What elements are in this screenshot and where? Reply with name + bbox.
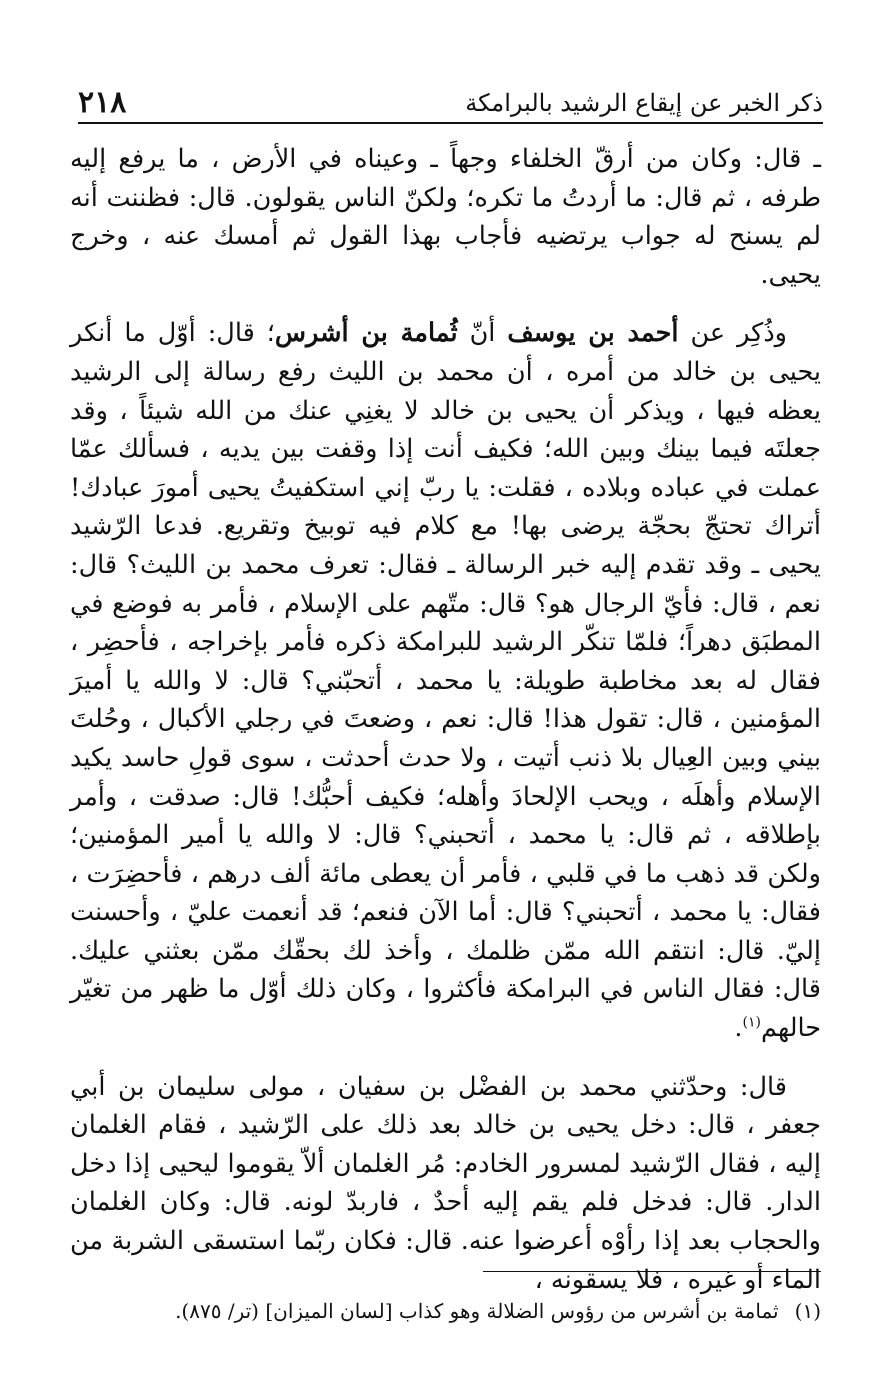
footnote-reference[interactable]: (١) <box>742 1014 761 1031</box>
paragraph-tail: . <box>734 1013 743 1044</box>
footnote <box>70 1296 821 1326</box>
bold-name-thumama: ثُمامة بن أشرس <box>274 318 458 349</box>
paragraph-text: ـ قال: وكان من أرقّ الخلفاء وجهاً ـ وعيناه في الأرض ، ما يرفع إليه طرفه ، ثم قال: ما أردتُ ما تكره؛ ولكنّ الناس يقولون. قال: فظننت أنه لم يسنح له جواب يرتضيه فأجاب بهذا القول ثم أمسك عنه ، وخرج يحيى. <box>70 144 821 290</box>
bold-name-ahmad: أحمد بن يوسف <box>507 318 679 349</box>
page-body <box>70 140 821 1299</box>
paragraph-text: ؛ قال: أوّل ما أنكر يحيى بن خالد من أمره ، أن محمد بن الليث رفع رسالة إلى الرشيد يعظه فيها ، ويذكر أن يحيى بن خالد لا يغنِي عنك من الله شيئاً ، وقد جعلتَه فيما بينك وبين الله؛ فكيف أنت إذا وقفت بين يديه ، فسألك عمّا عملت في عباده وبلاده ، فقلت: يا ربّ إني استكفيتُ يحيى أمورَ عبادك! أتراك تحتجّ بحجّة يرضى بها! مع كلام فيه توبيخ وتقريع. فدعا الرّشيد يحيى ـ وقد تقدم إليه خبر الرسالة ـ فقال: تعرف محمد بن الليث؟ قال: نعم ، قال: فأيّ الرجال هو؟ قال: متّهم على الإسلام ، فأمر به فوضع في المطبَق دهراً؛ فلمّا تنكّر الرشيد للبرامكة ذكره فأمر بإخراجه ، فأحضِر ، فقال له بعد مخاطبة طويلة: يا محمد ، أتحبّني؟ قال: لا والله يا أميرَ المؤمنين ، قال: تقول هذا! قال: نعم ، وضعتَ في رجلي الأكبال ، وحُلتَ بيني وبين العِيال بلا ذنب أتيت ، ولا حدث أحدثت ، سوى قولِ حاسد يكيد الإسلام وأهلَه ، ويحب الإلحادَ وأهله؛ فكيف أحبُّك! قال: صدقت ، وأمر بإطلاقه ، ثم قال: يا محمد ، أتحبني؟ قال: لا والله يا أمير المؤمنين؛ ولكن قد ذهب ما في قلبي ، فأمر أن يعطى مائة ألف درهم ، فأحضِرَت ، فقال: يا محمد ، أتحبني؟ قال: أما الآن فنعم؛ قد أنعمت عليّ ، وأحسنت إليّ. قال: انتقم الله ممّن ظلمك ، وأخذ لك بحقّك ممّن بعثني عليك. قال: فقال الناس في البرامكة فأكثروا ، وكان ذلك أوّل ما ظهر من تغيّر حالهم <box>70 318 821 1044</box>
page-header <box>78 82 823 124</box>
paragraph-1 <box>70 140 821 294</box>
paragraph-text: قال: وحدّثني محمد بن الفضْل بن سفيان ، مولى سليمان بن أبي جعفر ، قال: دخل يحيى بن خالد بعد ذلك على الرّشيد ، فقام الغلمان إليه ، فقال الرّشيد لمسرور الخادم: مُر الغلمان ألاّ يقوموا ليحيى إذا دخل الدار. قال: فدخل فلم يقم إليه أحدٌ ، فاربدّ لونه. قال: وكان الغلمان والحجاب بعد إذا رأوْه أعرضوا عنه. قال: فكان ربّما استسقى الشربة من الماء أو غيره ، فلا يسقونه ، <box>70 1071 821 1295</box>
footnote-text: ثمامة بن أشرس من رؤوس الضلالة وهو كذاب [لسان الميزان] (تر/ ٨٧٥). <box>175 1299 779 1323</box>
footnote-divider <box>483 1271 821 1272</box>
paragraph-lead: وذُكِر عن <box>678 318 787 349</box>
paragraph-2 <box>70 314 821 1047</box>
footnote-mark: (١) <box>794 1299 821 1323</box>
paragraph-mid: أنّ <box>457 318 508 349</box>
page-number: ٢١٨ <box>78 85 127 120</box>
running-head: ذكر الخبر عن إيقاع الرشيد بالبرامكة <box>465 89 823 117</box>
paragraph-3 <box>70 1068 821 1300</box>
